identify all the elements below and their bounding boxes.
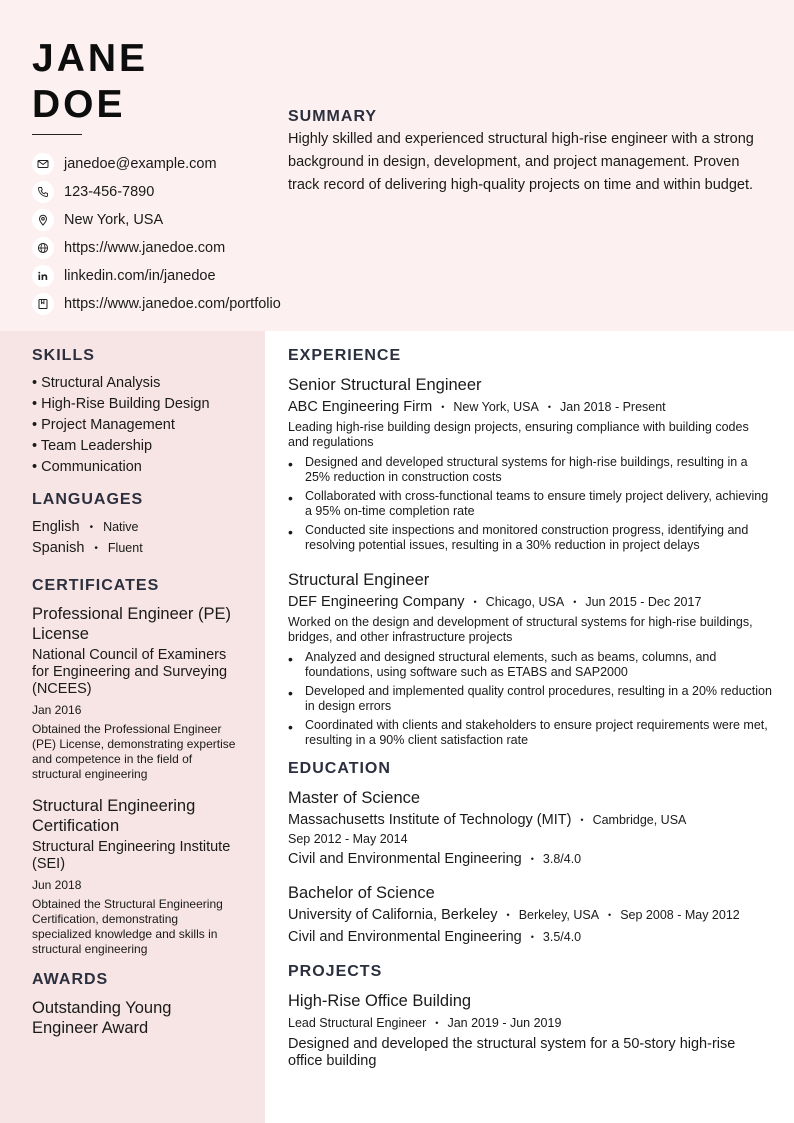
separator-dot: •: [547, 402, 552, 412]
name-last: DOE: [32, 83, 126, 126]
job-bullet: • Analyzed and designed structural elements, such as beams, columns, and foundations, using software such as ETABS and SAP2000: [288, 650, 773, 680]
education-gpa: 3.8/4.0: [542, 852, 582, 866]
contact-location-text: New York, USA: [64, 212, 164, 228]
job-location: New York, USA: [453, 400, 539, 414]
contact-phone[interactable]: [32, 178, 332, 206]
job-title: Senior Structural Engineer: [288, 376, 482, 394]
education-degree: Master of Science: [288, 789, 421, 807]
separator-dot: •: [530, 932, 534, 942]
education-dates: Sep 2008 - May 2012: [620, 908, 740, 922]
sidebar: [32, 347, 237, 1038]
projects-section: [288, 963, 773, 1070]
job-entry: [288, 375, 773, 553]
contact-portfolio-text: https://www.janedoe.com/portfolio: [64, 296, 281, 312]
separator-dot: •: [530, 854, 534, 864]
education-school: Massachusetts Institute of Technology (MIT): [288, 812, 572, 828]
job-description: Worked on the design and development of structural systems for high-rise buildings, bridges, and other infrastructure projects: [288, 615, 753, 644]
certificate-date: Jun 2018: [32, 878, 82, 892]
bookmark-icon: [32, 293, 54, 315]
name-divider: [32, 134, 82, 135]
award-item: Outstanding Young Engineer Award: [32, 999, 172, 1037]
education-meta: [288, 810, 773, 830]
summary-title: SUMMARY: [288, 108, 378, 125]
education-field: Civil and Environmental Engineering: [288, 929, 522, 945]
separator-dot: •: [580, 815, 584, 825]
summary-section: [288, 108, 768, 197]
education-degree: Bachelor of Science: [288, 884, 435, 902]
job-company: ABC Engineering Firm: [288, 399, 433, 415]
projects-title: PROJECTS: [288, 963, 383, 980]
language-row: [32, 517, 237, 538]
job-bullets: [288, 455, 773, 553]
education-entry: [288, 788, 773, 869]
skills-title: SKILLS: [32, 347, 95, 364]
phone-icon: [32, 181, 54, 203]
skill-item: • Project Management: [32, 417, 175, 433]
education-title: EDUCATION: [288, 760, 391, 777]
education-school: University of California, Berkeley: [288, 907, 498, 923]
job-bullet: • Conducted site inspections and monitored construction progress, identifying and resolving potential issues, resulting in a 30% reduction in project delays: [288, 523, 773, 553]
certificate-item: [32, 796, 237, 957]
education-field-row: [288, 927, 773, 947]
contact-email-text: janedoe@example.com: [64, 156, 217, 172]
language-name: Spanish: [32, 540, 85, 556]
languages-title: LANGUAGES: [32, 491, 144, 508]
linkedin-icon: [32, 265, 54, 287]
project-role: Lead Structural Engineer: [288, 1016, 427, 1030]
separator-dot: •: [89, 522, 94, 533]
main-column: [288, 347, 773, 1070]
certificate-title: Professional Engineer (PE) License: [32, 605, 232, 643]
education-location: Berkeley, USA: [518, 908, 600, 922]
certificate-item: [32, 604, 237, 782]
language-level: Fluent: [107, 541, 143, 555]
experience-title: EXPERIENCE: [288, 347, 402, 364]
education-gpa: 3.5/4.0: [542, 930, 582, 944]
skill-item: • Team Leadership: [32, 438, 153, 454]
candidate-name: [32, 36, 252, 128]
education-field-row: [288, 849, 773, 869]
contact-website-text: https://www.janedoe.com: [64, 240, 226, 256]
certificate-description: Obtained the Structural Engineering Certification, demonstrating specialized knowledge and skills in structural engineering: [32, 897, 223, 956]
language-row: [32, 538, 237, 559]
separator-dot: •: [94, 543, 98, 554]
job-company: DEF Engineering Company: [288, 594, 465, 610]
contact-list: [32, 150, 332, 318]
job-bullets: [288, 650, 773, 748]
summary-text: Highly skilled and experienced structural high-rise engineer with a strong background in design, development, and project management. Proven track record of delivering high-quality projects on time and within budget.: [288, 131, 754, 193]
project-description: Designed and developed the structural system for a 50-story high-rise office building: [288, 1036, 736, 1069]
contact-phone-text: 123-456-7890: [64, 184, 155, 200]
job-location: Chicago, USA: [485, 595, 565, 609]
project-dates: Jan 2019 - Jun 2019: [447, 1016, 562, 1030]
project-entry: [288, 991, 773, 1070]
separator-dot: •: [573, 597, 577, 607]
job-meta: [288, 592, 773, 612]
certificates-section: [32, 577, 237, 957]
job-dates: Jun 2015 - Dec 2017: [585, 595, 702, 609]
job-bullet: • Designed and developed structural systems for high-rise buildings, resulting in a 25% reduction in construction costs: [288, 455, 773, 485]
certificate-issuer: National Council of Examiners for Engineering and Surveying (NCEES): [32, 647, 228, 697]
certificate-date: Jan 2016: [32, 703, 82, 717]
skill-item: • Communication: [32, 459, 142, 475]
globe-icon: [32, 237, 54, 259]
skill-item: • Structural Analysis: [32, 375, 161, 391]
job-meta: [288, 397, 773, 417]
certificate-title: Structural Engineering Certification: [32, 797, 196, 835]
project-meta: [288, 1013, 773, 1033]
contact-portfolio[interactable]: [32, 290, 332, 318]
education-dates: Sep 2012 - May 2014: [288, 832, 408, 846]
education-location: Cambridge, USA: [592, 813, 687, 827]
job-title: Structural Engineer: [288, 571, 430, 589]
separator-dot: •: [441, 402, 445, 412]
contact-email[interactable]: [32, 150, 332, 178]
job-dates: Jan 2018 - Present: [560, 400, 666, 414]
education-entry: [288, 883, 773, 947]
skills-section: [32, 347, 237, 478]
education-field: Civil and Environmental Engineering: [288, 851, 522, 867]
skills-list: [32, 373, 237, 478]
education-meta: [288, 905, 773, 925]
certificate-issuer: Structural Engineering Institute (SEI): [32, 839, 231, 872]
contact-linkedin[interactable]: [32, 262, 332, 290]
certificate-description: Obtained the Professional Engineer (PE) License, demonstrating expertise and competence in the field of structural engineering: [32, 722, 236, 781]
location-pin-icon: [32, 209, 54, 231]
separator-dot: •: [608, 910, 612, 920]
mail-icon: [32, 153, 54, 175]
education-section: [288, 760, 773, 947]
awards-title: AWARDS: [32, 971, 109, 988]
job-entry: [288, 570, 773, 748]
separator-dot: •: [435, 1018, 439, 1028]
separator-dot: •: [473, 597, 477, 607]
project-title: High-Rise Office Building: [288, 992, 472, 1010]
certificates-title: CERTIFICATES: [32, 577, 160, 594]
language-name: English: [32, 519, 80, 535]
contact-linkedin-text: linkedin.com/in/janedoe: [64, 268, 216, 284]
experience-section: [288, 347, 773, 748]
job-bullet: • Coordinated with clients and stakeholders to ensure project requirements were met, resulting in a 90% client satisfaction rate: [288, 718, 773, 748]
language-level: Native: [103, 520, 139, 534]
languages-section: [32, 491, 237, 559]
job-bullet: • Collaborated with cross-functional teams to ensure timely project delivery, achieving a 95% on-time completion rate: [288, 489, 773, 519]
contact-website[interactable]: [32, 234, 332, 262]
separator-dot: •: [506, 910, 510, 920]
job-description: Leading high-rise building design projects, ensuring compliance with building codes and regulations: [288, 420, 749, 449]
job-bullet: • Developed and implemented quality control procedures, resulting in a 20% reduction in design errors: [288, 684, 773, 714]
awards-section: [32, 971, 237, 1038]
name-first: JANE: [32, 37, 149, 80]
contact-location: [32, 206, 332, 234]
skill-item: • High-Rise Building Design: [32, 396, 210, 412]
